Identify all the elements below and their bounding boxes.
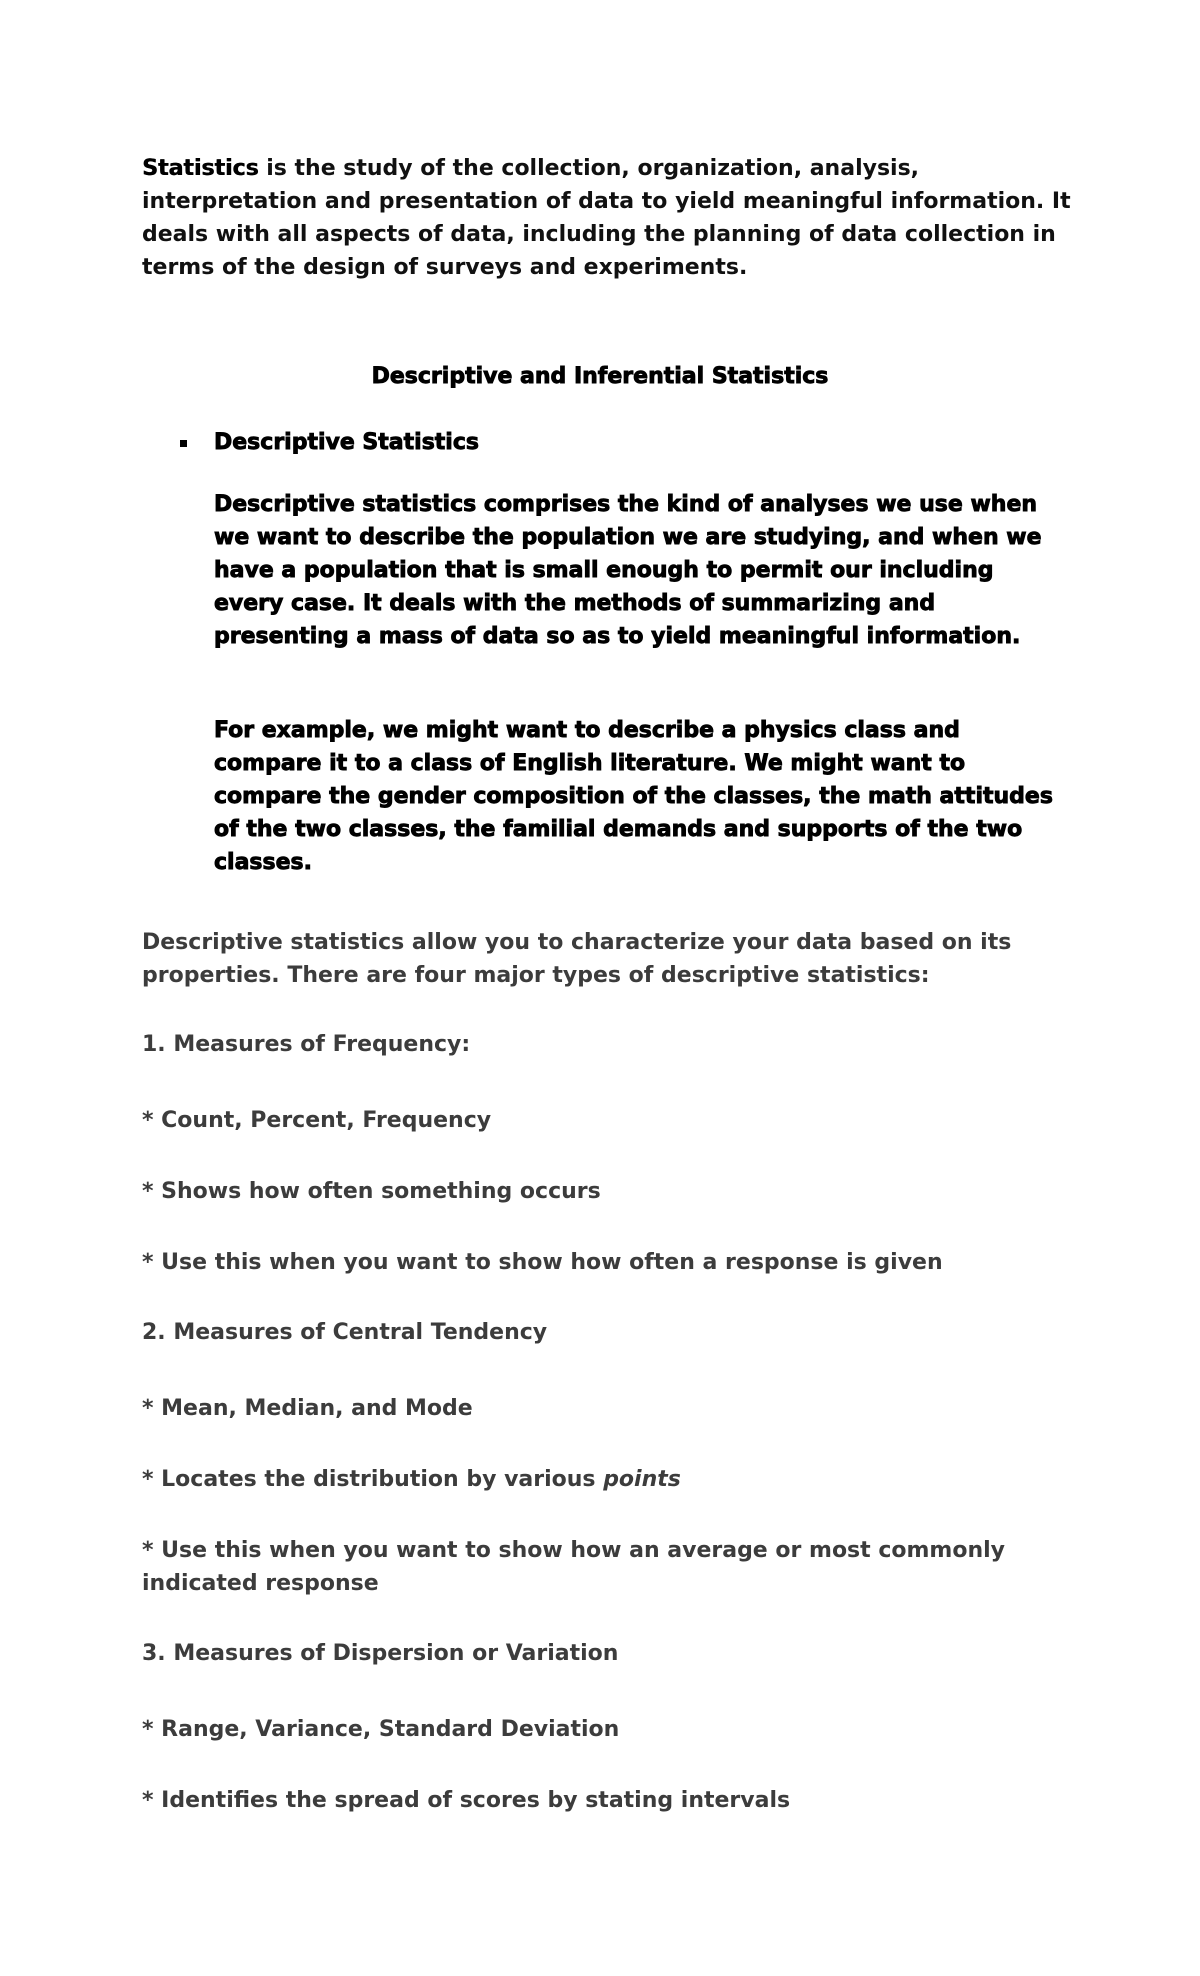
central-tendency-heading: 2. Measures of Central Tendency <box>142 1320 548 1345</box>
dispersion-heading: 3. Measures of Dispersion or Variation <box>142 1641 619 1666</box>
central-item-3: * Use this when you want to show how an average or most commonly indicated response <box>142 1538 1005 1596</box>
dispersion-item-2: * Identifies the spread of scores by stating intervals <box>142 1788 791 1813</box>
intro-text: is the study of the collection, organization, analysis, interpretation and presentation of data to yield meaningful information. It deals with all aspects of data, including the planning of data collection in terms of the design of surveys and experiments. <box>142 156 1071 280</box>
central-item-2 <box>142 1463 1072 1496</box>
section-heading: Descriptive and Inferential Statistics <box>371 364 829 389</box>
bullet-title: Descriptive Statistics <box>214 430 479 455</box>
square-bullet-icon <box>180 440 187 447</box>
dispersion-item-1: * Range, Variance, Standard Deviation <box>142 1717 620 1742</box>
descriptive-definition-paragraph: Descriptive statistics comprises the kind of analyses we use when we want to describe the population we are studying, and when we have a population that is small enough to permit our including every case. It deals with the methods of summarizing and presenting a mass of data so as to yield meaningful information. <box>214 492 1042 649</box>
central-item-2-emphasis: points <box>603 1467 681 1492</box>
bullet-list-item <box>180 428 1080 458</box>
central-item-2-text: * Locates the distribution by various <box>142 1467 604 1492</box>
intro-paragraph <box>142 152 1072 284</box>
frequency-item-3: * Use this when you want to show how often a response is given <box>142 1250 943 1275</box>
descriptive-example-paragraph: For example, we might want to describe a physics class and compare it to a class of English literature. We might want to compare the gender composition of the classes, the math attitudes of the two classes, the familial demands and supports of the two classes. <box>214 718 1053 875</box>
frequency-item-2: * Shows how often something occurs <box>142 1179 601 1204</box>
frequency-heading: 1. Measures of Frequency: <box>142 1032 471 1057</box>
overview-paragraph: Descriptive statistics allow you to characterize your data based on its properties. There are four major types of descriptive statistics: <box>142 930 1012 988</box>
frequency-item-1: * Count, Percent, Frequency <box>142 1108 492 1133</box>
intro-term: Statistics <box>142 156 259 181</box>
central-item-1: * Mean, Median, and Mode <box>142 1396 473 1421</box>
